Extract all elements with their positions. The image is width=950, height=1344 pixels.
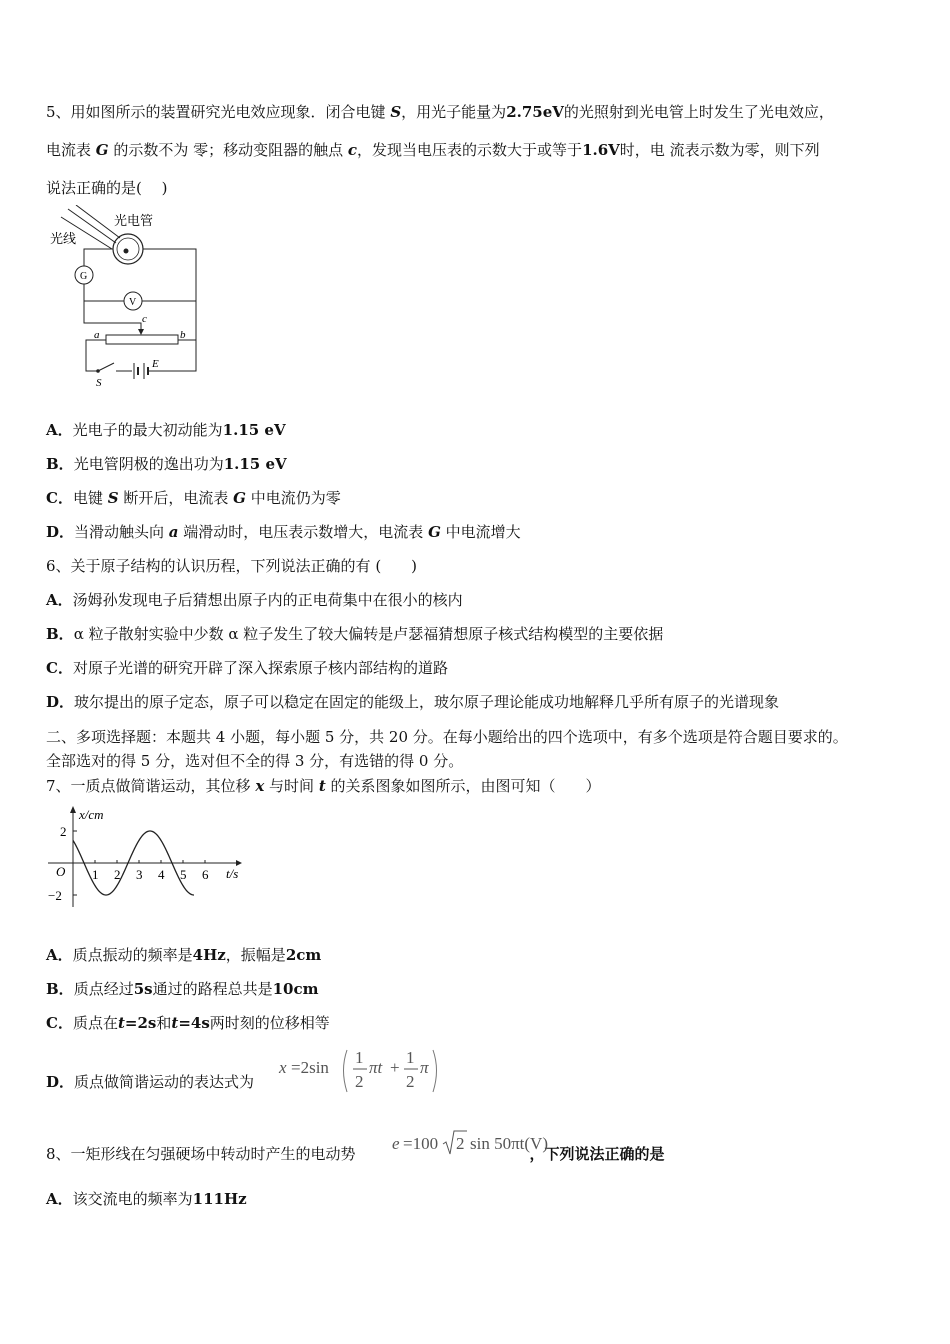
q6-option-a	[46, 590, 463, 610]
option-text: 该交流电的频率为	[72, 1190, 193, 1208]
y-axis-label: x/cm	[79, 807, 104, 822]
option-text: 光电管阴极的逸出功为	[73, 455, 224, 473]
q5-circuit-figure	[46, 205, 206, 390]
q8-text: ，下列说法正确的是	[529, 1145, 665, 1163]
q5-contact-symbol: c	[347, 141, 358, 159]
q6-stem: 6、关于原子结构的认识历程，下列说法正确的有 ( )	[46, 557, 418, 575]
q5-text: 时，电 流表示数为零，则下列	[619, 141, 820, 159]
option-text: 当滑动触头向	[74, 523, 169, 541]
formula-rest: sin 50πt(V)	[470, 1134, 548, 1153]
phototube-icon	[113, 234, 143, 264]
option-text: 断开后，电流表	[118, 489, 234, 507]
q5-text: 5、用如图所示的装置研究光电效应现象．闭合电键	[46, 103, 391, 121]
origin-label: O	[56, 864, 66, 879]
option-symbol: t	[171, 1014, 179, 1032]
option-letter: A．	[46, 591, 73, 609]
option-symbol: a	[168, 523, 179, 541]
option-letter: B．	[46, 980, 74, 998]
q8-stem	[46, 1144, 665, 1164]
y-tick-bottom: −2	[48, 888, 62, 903]
option-text: 玻尔提出的原子定态，原子可以稳定在固定的能级上，玻尔原子理论能成功地解释几乎所有原子的光谱现象	[74, 693, 780, 711]
section2-heading-line1: 二、多项选择题：本题共 4 小题，每小题 5 分，共 20 分。在每小题给出的四个选项中，有多个选项是符合题目要求的。	[46, 728, 848, 746]
q7-symbol: x	[255, 777, 265, 795]
wire	[84, 249, 113, 266]
y-tick-top: 2	[60, 824, 67, 839]
wire	[143, 249, 196, 371]
option-symbol: S	[107, 489, 119, 507]
formula-plus: +	[390, 1058, 400, 1077]
option-text: 光电子的最大初动能为	[72, 421, 223, 439]
formula-lhs: x	[279, 1058, 287, 1077]
option-text: 汤姆孙发现电子后猜想出原子内的正电荷集中在很小的核内	[72, 591, 463, 609]
option-value: 1.15 eV	[223, 455, 287, 473]
q6-option-d	[46, 692, 779, 712]
formula-eq: =2sin	[291, 1058, 329, 1077]
option-text: 和	[156, 1014, 172, 1032]
option-text: 质点振动的频率是	[72, 946, 193, 964]
q5-option-c	[46, 488, 341, 508]
x-tick-label: 3	[136, 867, 143, 882]
option-text: 质点做简谐运动的表达式为	[74, 1073, 255, 1091]
q5-text: 电流表	[46, 141, 96, 159]
q7-text: 与时间	[264, 777, 319, 795]
x-tick-label: 2	[114, 867, 121, 882]
wire	[86, 340, 106, 371]
option-value: 111Hz	[192, 1190, 247, 1208]
label-a: a	[94, 329, 100, 341]
option-letter: D．	[46, 1073, 75, 1091]
q7-option-b	[46, 979, 319, 999]
q7-stem	[46, 776, 601, 796]
q5-photon-energy: 2.75eV	[506, 103, 564, 121]
q5-stem-line2	[46, 140, 820, 160]
option-text: α 粒子散射实验中少数 α 粒子发生了较大偏转是卢瑟福猜想原子核式结构模型的主要依据	[73, 625, 664, 643]
q5-text: 的示数不为 零；移动变阻器的触点	[108, 141, 348, 159]
label-S: S	[96, 377, 102, 389]
q7-displacement-graph	[46, 803, 251, 913]
option-letter: D．	[46, 523, 75, 541]
x-tick-label: 5	[180, 867, 187, 882]
q8-text: 8、一矩形线在匀强硬场中转动时产生的电动势	[46, 1145, 356, 1163]
q5-stop-voltage: 1.6V	[582, 141, 620, 159]
q7-text: 的关系图象如图所示，由图可知（ ）	[325, 777, 601, 795]
q7-symbol: t	[318, 777, 326, 795]
option-text: 质点在	[72, 1014, 118, 1032]
q7-option-a	[46, 945, 321, 965]
option-text: 通过的路程总共是	[152, 980, 273, 998]
option-text: 端滑动时，电压表示数增大，电流表	[178, 523, 429, 541]
label-light: 光线	[50, 231, 77, 246]
option-value: 1.15 eV	[222, 421, 286, 439]
q7-option-d-formula	[277, 1046, 447, 1096]
section2-heading-line2: 全部选对的得 5 分，选对但不全的得 3 分，有选错的得 0 分。	[46, 752, 464, 770]
option-symbol: t	[117, 1014, 125, 1032]
x-tick-label: 4	[158, 867, 165, 882]
option-letter: A．	[46, 1190, 73, 1208]
formula-paren-right	[433, 1050, 437, 1092]
label-c: c	[142, 313, 147, 325]
option-letter: D．	[46, 693, 75, 711]
q6-option-c	[46, 658, 448, 678]
q7-text: 7、一质点做简谐运动，其位移	[46, 777, 256, 795]
q8-option-a	[46, 1189, 247, 1209]
option-text: ，振幅是	[225, 946, 286, 964]
option-value: 2cm	[285, 946, 322, 964]
phototube-inner	[117, 238, 139, 260]
option-value: 10cm	[272, 980, 319, 998]
q5-ammeter-symbol: G	[95, 141, 109, 159]
option-text: 质点经过	[73, 980, 134, 998]
formula-term1: πt	[369, 1058, 383, 1077]
q5-switch-symbol: S	[390, 103, 402, 121]
formula-e: e	[392, 1134, 400, 1153]
q8-emf-formula	[390, 1128, 566, 1160]
q5-text: ，用光子能量为	[401, 103, 507, 121]
formula-coefficient: =100	[403, 1134, 439, 1153]
option-text: 中电流仍为零	[245, 489, 341, 507]
wire	[84, 284, 124, 301]
option-letter: A．	[46, 421, 73, 439]
option-text: 对原子光谱的研究开辟了深入探索原子核内部结构的道路	[72, 659, 448, 677]
option-text: 两时刻的位移相等	[209, 1014, 330, 1032]
option-value: =4s	[178, 1014, 210, 1032]
q7-option-d	[46, 1072, 254, 1092]
option-letter: B．	[46, 625, 74, 643]
option-text: 中电流增大	[440, 523, 521, 541]
option-value: =2s	[124, 1014, 157, 1032]
q5-text: 的光照射到光电管上时发生了光电效应，	[563, 103, 834, 121]
q5-option-d	[46, 522, 521, 542]
label-G: G	[80, 271, 88, 282]
option-letter: A．	[46, 946, 73, 964]
q5-stem-line3: 说法正确的是( )	[46, 179, 168, 197]
option-letter: C．	[46, 489, 73, 507]
label-V: V	[129, 297, 137, 308]
formula-sqrt-arg: 2	[456, 1134, 465, 1153]
x-tick-label: 1	[92, 867, 99, 882]
q5-option-b	[46, 454, 287, 474]
q6-option-b	[46, 624, 663, 644]
phototube-anode	[124, 249, 129, 254]
x-tick-label: 6	[202, 867, 209, 882]
q5-option-a	[46, 420, 286, 440]
option-letter: B．	[46, 455, 74, 473]
switch-icon	[98, 363, 114, 371]
option-value: 4Hz	[192, 946, 226, 964]
option-symbol: G	[428, 523, 441, 541]
slider-arrow	[138, 329, 144, 335]
formula-den2: 2	[406, 1072, 415, 1091]
rheostat-icon	[106, 335, 178, 344]
q7-option-c	[46, 1013, 330, 1033]
option-value: 5s	[133, 980, 153, 998]
formula-num1: 1	[355, 1048, 364, 1067]
formula-num2: 1	[406, 1048, 415, 1067]
formula-paren-left	[344, 1050, 348, 1092]
option-letter: C．	[46, 659, 73, 677]
option-symbol: G	[233, 489, 246, 507]
option-letter: C．	[46, 1014, 73, 1032]
label-b: b	[180, 329, 186, 341]
x-axis-label: t/s	[226, 866, 239, 881]
formula-den1: 2	[355, 1072, 364, 1091]
q5-text: ，发现当电压表的示数大于或等于	[357, 141, 583, 159]
y-axis-arrow	[70, 806, 76, 813]
option-text: 电键	[72, 489, 108, 507]
q5-stem-line1	[46, 102, 834, 122]
label-phototube: 光电管	[114, 213, 154, 228]
label-E: E	[152, 358, 159, 370]
formula-term2: π	[420, 1058, 429, 1077]
